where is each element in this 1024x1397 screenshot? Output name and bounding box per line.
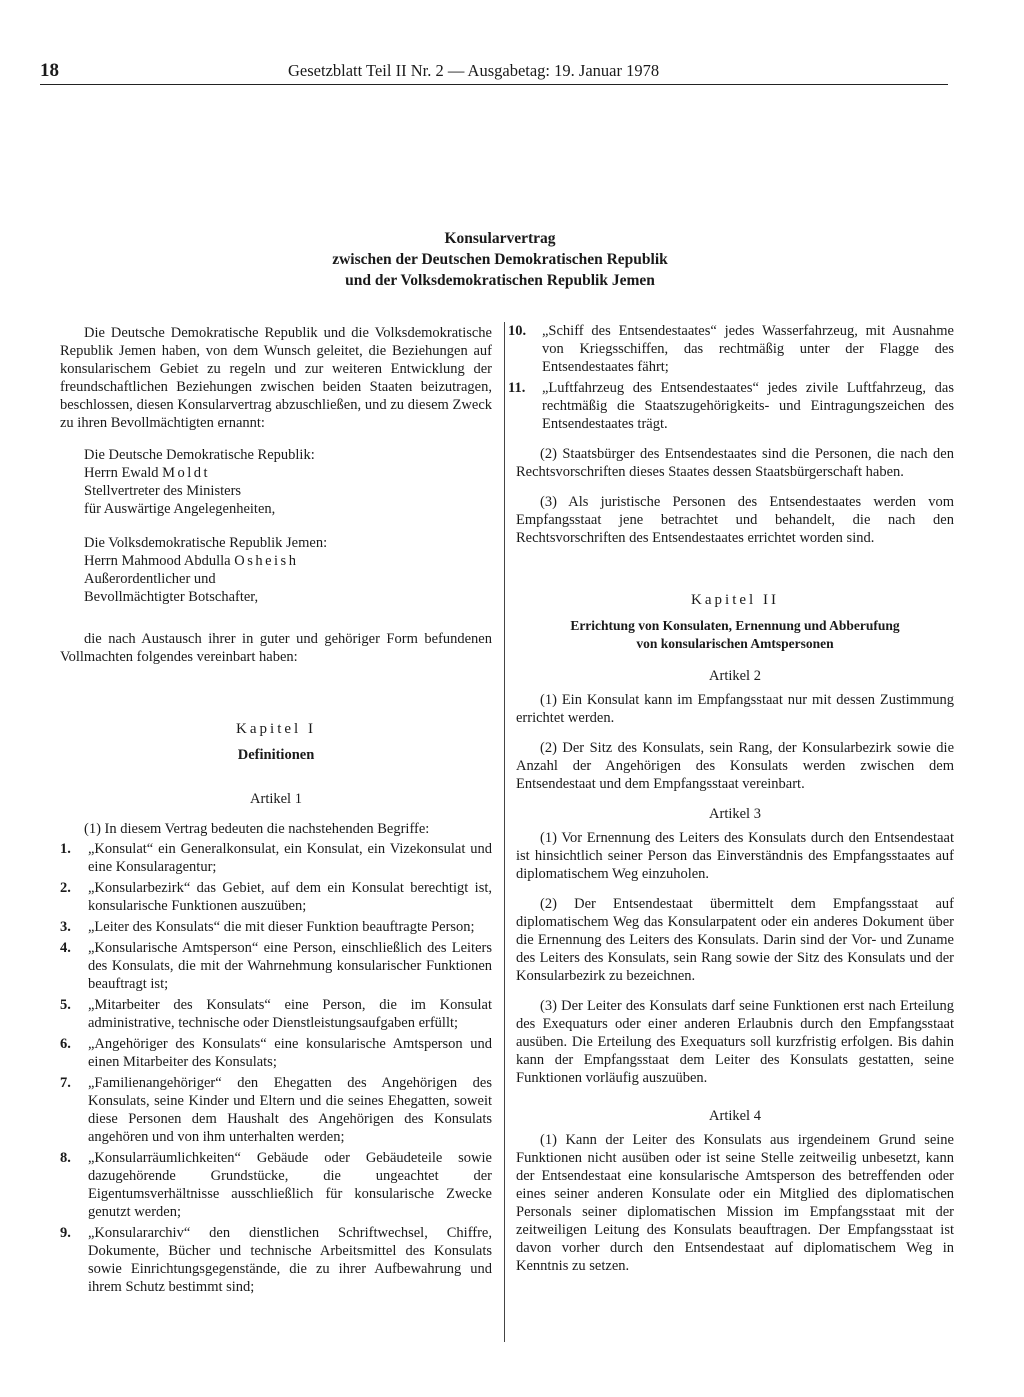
article-2-para-2: (2) Der Sitz des Konsulats, sein Rang, der Konsularbezirk sowie die Anzahl der Angehörigen des Konsulats werden zwischen dem Entsendestaat und dem Empfangsstaat vereinbart. <box>516 740 954 792</box>
party-yemen-state: Die Volksdemokratische Republik Jemen: <box>84 535 328 551</box>
article-1-para-2: (2) Staatsbürger des Entsendestaates sind die Personen, die nach den Rechtsvorschriften dieses Staates dessen Staatsbürgerschaft haben. <box>516 446 954 480</box>
definition-number: 11. <box>508 380 526 396</box>
definition-number: 3. <box>60 919 71 935</box>
chapter-1-label: Kapitel I <box>236 721 316 737</box>
definition-text: „Angehöriger des Konsulats“ eine konsularische Amtsperson und einen Mitarbeiter des Konsulats; <box>88 1036 492 1070</box>
definition-number: 6. <box>60 1036 71 1052</box>
definition-number: 2. <box>60 880 71 896</box>
preamble-closing: die nach Austausch ihrer in guter und gehöriger Form befundenen Vollmachten folgendes vereinbart haben: <box>60 631 492 665</box>
party-gdr-role-2: für Auswärtige Angelegenheiten, <box>84 501 276 517</box>
definition-number: 5. <box>60 997 71 1013</box>
party-yemen-role-2: Bevollmächtigter Botschafter, <box>84 589 259 605</box>
party-gdr-name: Herrn Ewald Moldt <box>84 465 211 481</box>
article-3-para-2: (2) Der Entsendestaat übermittelt dem Empfangsstaat auf diplomatischem Weg das Konsularpatent oder ein anderes Dokument über die Ernennung des Leiters des Konsulats. Darin sind der Vor- und Zuname des Leiters des Konsulats, sein Rang sowie der Sitz des Konsulats und der Konsularbezirk zu bezeichnen. <box>516 896 954 984</box>
title-line-3: und der Volksdemokratischen Republik Jemen <box>345 272 655 289</box>
party-gdr <box>84 446 492 518</box>
definition-number: 4. <box>60 940 71 956</box>
definition-item <box>60 939 492 993</box>
right-column <box>508 322 954 1275</box>
title-line-1: Konsularvertrag <box>444 230 556 247</box>
definition-item <box>60 1074 492 1146</box>
chapter-2-title-line-1: Errichtung von Konsulaten, Ernennung und Abberufung <box>570 618 900 633</box>
party-yemen-role-1: Außerordentlicher und <box>84 571 216 587</box>
chapter-2-title-line-2: von konsularischen Amtspersonen <box>636 636 834 651</box>
preamble-intro: Die Deutsche Demokratische Republik und die Volksdemokratische Republik Jemen haben, von dem Wunsch geleitet, die Beziehungen auf konsularischem Gebiet zu regeln und zur weiteren Entwicklung der freundschaftlichen Beziehungen zwischen beiden Staaten beizutragen, beschlossen, diesen Konsularvertrag abzuschließen, und zu diesem Zweck zu ihren Bevollmächtigten ernannt: <box>60 325 492 431</box>
article-2-para-1: (1) Ein Konsulat kann im Empfangsstaat nur mit dessen Zustimmung errichtet werden. <box>516 692 954 726</box>
party-yemen <box>84 534 492 606</box>
definition-item <box>60 1224 492 1296</box>
party-gdr-state: Die Deutsche Demokratische Republik: <box>84 447 315 463</box>
article-4-para-1: (1) Kann der Leiter des Konsulats aus irgendeinem Grund seine Funktionen nicht ausüben oder ist seine Stelle zeitweilig unbesetzt, kann der Entsendestaat eine konsularische Amtsperson des betreffenden oder eines seiner anderen Konsulate oder ein Mitglied des diplomatischen Personals seiner diplomatischen Mission im Empfangsstaat mit der zeitweiligen Leitung des Konsulats beauftragen. Der Empfangsstaat ist davon vorher durch den Entsendestaat auf diplomatischem Weg in Kenntnis zu setzen. <box>516 1132 954 1274</box>
left-column <box>60 324 492 1296</box>
column-divider <box>504 322 505 1342</box>
definition-text: „Konsularbezirk“ das Gebiet, auf dem ein Konsulat berechtigt ist, konsularische Funktionen auszuüben; <box>88 880 492 914</box>
definition-number: 7. <box>60 1075 71 1091</box>
article-1-heading: Artikel 1 <box>250 791 302 807</box>
definition-text: „Schiff des Entsendestaates“ jedes Wasserfahrzeug, mit Ausnahme von Kriegsschiffen, das rechtmäßig unter der Flagge des Entsendestaates fährt; <box>542 323 954 375</box>
definition-text: „Konsularräumlichkeiten“ Gebäude oder Gebäudeteile sowie dazugehörende Grundstücke, die ungeachtet der Eigentumsverhältnisse ausschließlich für konsularische Zwecke genutzt werden; <box>88 1150 492 1220</box>
definition-text: „Konsulat“ ein Generalkonsulat, ein Konsulat, ein Vizekonsulat und eine Konsularagentur; <box>88 841 492 875</box>
article-4-heading: Artikel 4 <box>709 1108 761 1124</box>
definitions-list-right <box>508 322 954 433</box>
article-1-para-3: (3) Als juristische Personen des Entsendestaates werden vom Empfangsstaat jene betrachtet und behandelt, die nach den Rechtsvorschriften des Entsendestaates errichtet worden sind. <box>516 494 954 546</box>
definition-text: „Luftfahrzeug des Entsendestaates“ jedes zivile Luftfahrzeug, das rechtmäßig die Staatszugehörigkeits- und Eintragungszeichen des Entsendestaates trägt. <box>542 380 954 432</box>
chapter-1-title: Definitionen <box>237 747 315 763</box>
definition-item <box>508 322 954 376</box>
party-yemen-name: Herrn Mahmood Abdulla Osheish <box>84 553 299 569</box>
definition-text: „Konsulararchiv“ den dienstlichen Schriftwechsel, Chiffre, Dokumente, Bücher und technische Arbeitsmittel des Konsulats sowie Einrichtungsgegenstände, die zu ihrer Aufbewahrung und ihrem Schutz bestimmt sind; <box>88 1225 492 1295</box>
article-3-para-3: (3) Der Leiter des Konsulats darf seine Funktionen erst nach Erteilung des Exequaturs oder einer anderen Erlaubnis durch den Empfangsstaat ausüben. Die Erteilung des Exequaturs soll kurzfristig erfolgen. Bis dahin kann der Empfangsstaat dem Leiter des Konsulats gestatten, seine Funktionen vorläufig auszuüben. <box>516 998 954 1086</box>
running-title: Gesetzblatt Teil II Nr. 2 — Ausgabetag: 19. Januar 1978 <box>288 61 660 80</box>
party-gdr-role-1: Stellvertreter des Ministers <box>84 483 242 499</box>
definition-number: 8. <box>60 1150 71 1166</box>
definition-item <box>60 996 492 1032</box>
page-header <box>40 62 948 85</box>
definition-item <box>60 918 492 936</box>
definitions-list-left <box>60 840 492 1296</box>
definition-text: „Mitarbeiter des Konsulats“ eine Person, die im Konsulat administrative, technische oder Dienstleistungsaufgaben erfüllt; <box>88 997 492 1031</box>
definition-item <box>60 840 492 876</box>
article-1-intro: (1) In diesem Vertrag bedeuten die nachstehenden Begriffe: <box>84 821 430 837</box>
article-3-heading: Artikel 3 <box>709 806 761 822</box>
definition-item <box>60 1035 492 1071</box>
definition-item <box>60 1149 492 1221</box>
document-title <box>240 228 760 291</box>
article-2-heading: Artikel 2 <box>709 668 761 684</box>
definition-item <box>60 879 492 915</box>
definition-text: „Leiter des Konsulats“ die mit dieser Funktion beauftragte Person; <box>88 919 475 935</box>
definition-number: 9. <box>60 1225 71 1241</box>
chapter-2-title <box>516 617 954 653</box>
article-3-para-1: (1) Vor Ernennung des Leiters des Konsulats durch den Entsendestaat ist hinsichtlich seiner Person das Einverständnis des Empfangsstaates auf diplomatischem Weg einzuholen. <box>516 830 954 882</box>
definition-number: 1. <box>60 841 71 857</box>
definition-text: „Konsularische Amtsperson“ eine Person, einschließlich des Leiters des Konsulats, die mit der Wahrnehmung konsularischer Funktionen beauftragt ist; <box>88 940 492 992</box>
page-number: 18 <box>40 60 59 81</box>
definition-item <box>508 379 954 433</box>
definition-number: 10. <box>508 323 527 339</box>
title-line-2: zwischen der Deutschen Demokratischen Republik <box>332 251 668 268</box>
definition-text: „Familienangehöriger“ den Ehegatten des Angehörigen des Konsulats, seine Kinder und Eltern und die seines Ehegatten, soweit diese Personen dem Haushalt des Angehörigen des Konsulats angehören und von ihm unterhalten werden; <box>88 1075 492 1145</box>
chapter-2-label: Kapitel II <box>691 592 779 608</box>
